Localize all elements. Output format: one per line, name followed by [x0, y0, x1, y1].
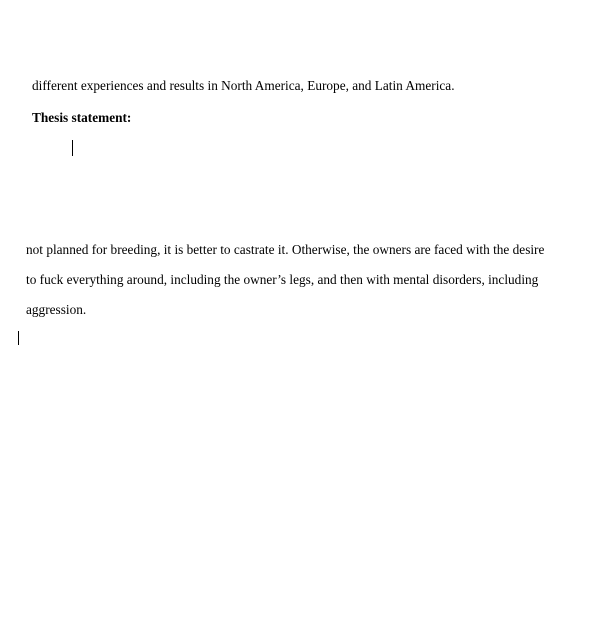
text-cursor[interactable]	[72, 140, 73, 156]
paragraph-line: aggression.	[26, 302, 87, 317]
paragraph-line: to fuck everything around, including the owner’s legs, and then with mental disorders, including	[26, 272, 539, 287]
thesis-heading: Thesis statement:	[32, 110, 132, 125]
paragraph-line: different experiences and results in North America, Europe, and Latin America.	[32, 78, 455, 93]
text-cursor[interactable]	[18, 331, 19, 345]
paragraph-line: not planned for breeding, it is better to castrate it. Otherwise, the owners are faced with the desire	[26, 242, 545, 257]
